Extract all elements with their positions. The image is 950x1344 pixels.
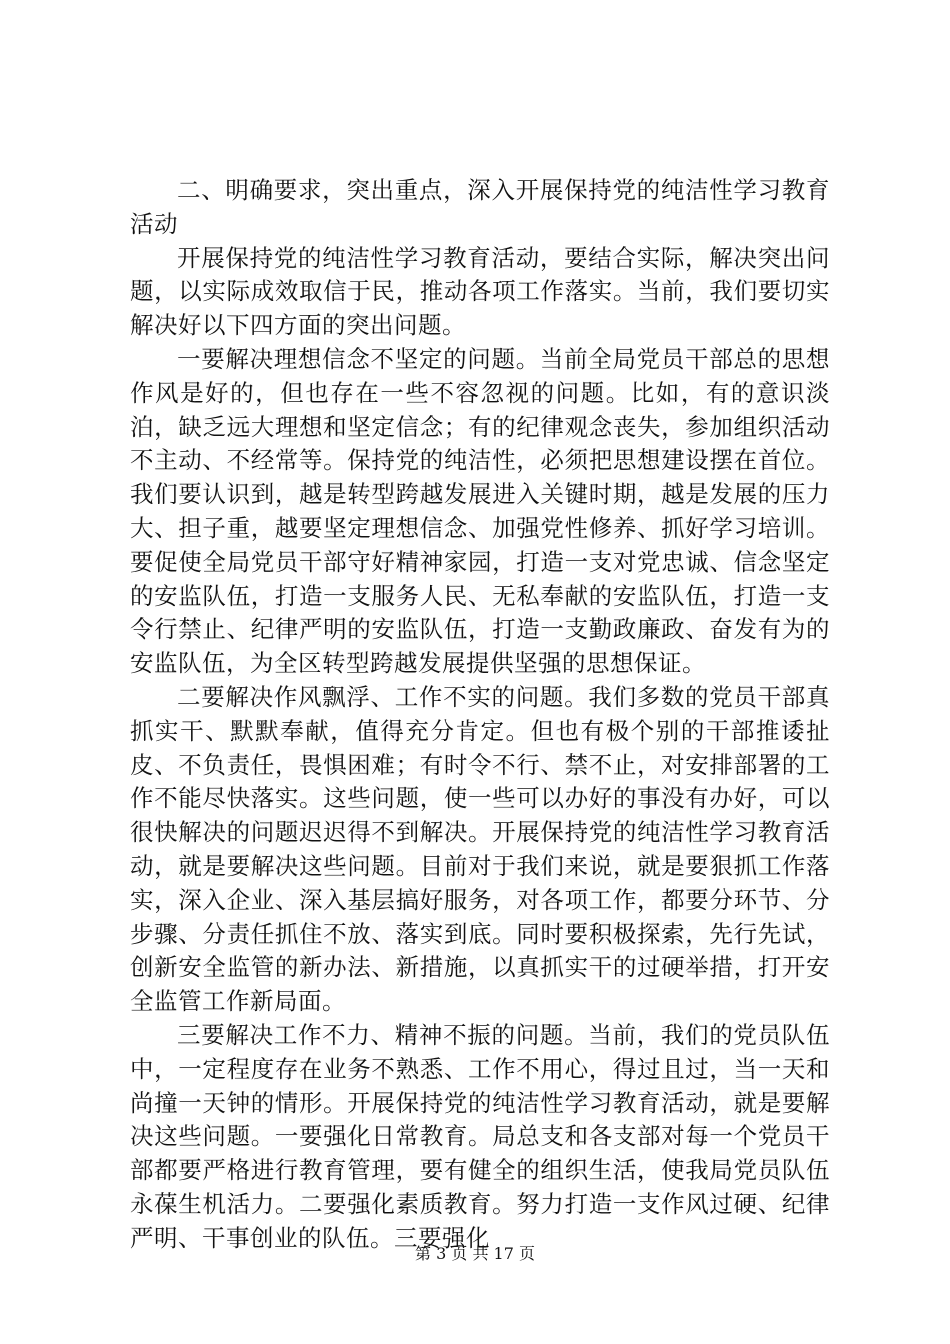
paragraph-point-one: 一要解决理想信念不坚定的问题。当前全局党员干部总的思想作风是好的，但也存在一些不容忽视的问题。比如，有的意识淡泊，缺乏远大理想和坚定信念；有的纪律观念丧失，参加组织活动不主动、不经常等。保持党的纯洁性，必须把思想建设摆在首位。我们要认识到，越是转型跨越发展进入关键时期，越是发展的压力大、担子重，越要坚定理想信念、加强党性修养、抓好学习培训。要促使全局党员干部守好精神家园，打造一支对党忠诚、信念坚定的安监队伍，打造一支服务人民、无私奉献的安监队伍，打造一支令行禁止、纪律严明的安监队伍，打造一支勤政廉政、奋发有为的安监队伍，为全区转型跨越发展提供坚强的思想保证。 xyxy=(130,344,830,678)
page-footer: 第 3 页 共 17 页 xyxy=(415,1244,535,1263)
paragraph-intro: 开展保持党的纯洁性学习教育活动，要结合实际，解决突出问题，以实际成效取信于民，推动各项工作落实。当前，我们要切实解决好以下四方面的突出问题。 xyxy=(130,243,830,340)
paragraph-point-three: 三要解决工作不力、精神不振的问题。当前，我们的党员队伍中，一定程度存在业务不熟悉、工作不用心，得过且过，当一天和尚撞一天钟的情形。开展保持党的纯洁性学习教育活动，就是要解决这些问题。一要强化日常教育。局总支和各支部对每一个党员干部都要严格进行教育管理，要有健全的组织生活，使我局党员队伍永葆生机活力。二要强化素质教育。努力打造一支作风过硬、纪律严明、干事创业的队伍。三要强化 xyxy=(130,1020,830,1252)
document-body xyxy=(130,174,830,1256)
paragraph-point-two: 二要解决作风飘浮、工作不实的问题。我们多数的党员干部真抓实干、默默奉献，值得充分肯定。但也有极个别的干部推诿扯皮、不负责任，畏惧困难；有时令不行、禁不止，对安排部署的工作不能尽快落实。这些问题，使一些可以办好的事没有办好，可以很快解决的问题迟迟得不到解决。开展保持党的纯洁性学习教育活动，就是要解决这些问题。目前对于我们来说，就是要狠抓工作落实，深入企业、深入基层搞好服务，对各项工作，都要分环节、分步骤、分责任抓住不放、落实到底。同时要积极探索，先行先试，创新安全监管的新办法、新措施，以真抓实干的过硬举措，打开安全监管工作新局面。 xyxy=(130,682,830,1016)
section-heading: 二、明确要求，突出重点，深入开展保持党的纯洁性学习教育活动 xyxy=(130,176,830,238)
